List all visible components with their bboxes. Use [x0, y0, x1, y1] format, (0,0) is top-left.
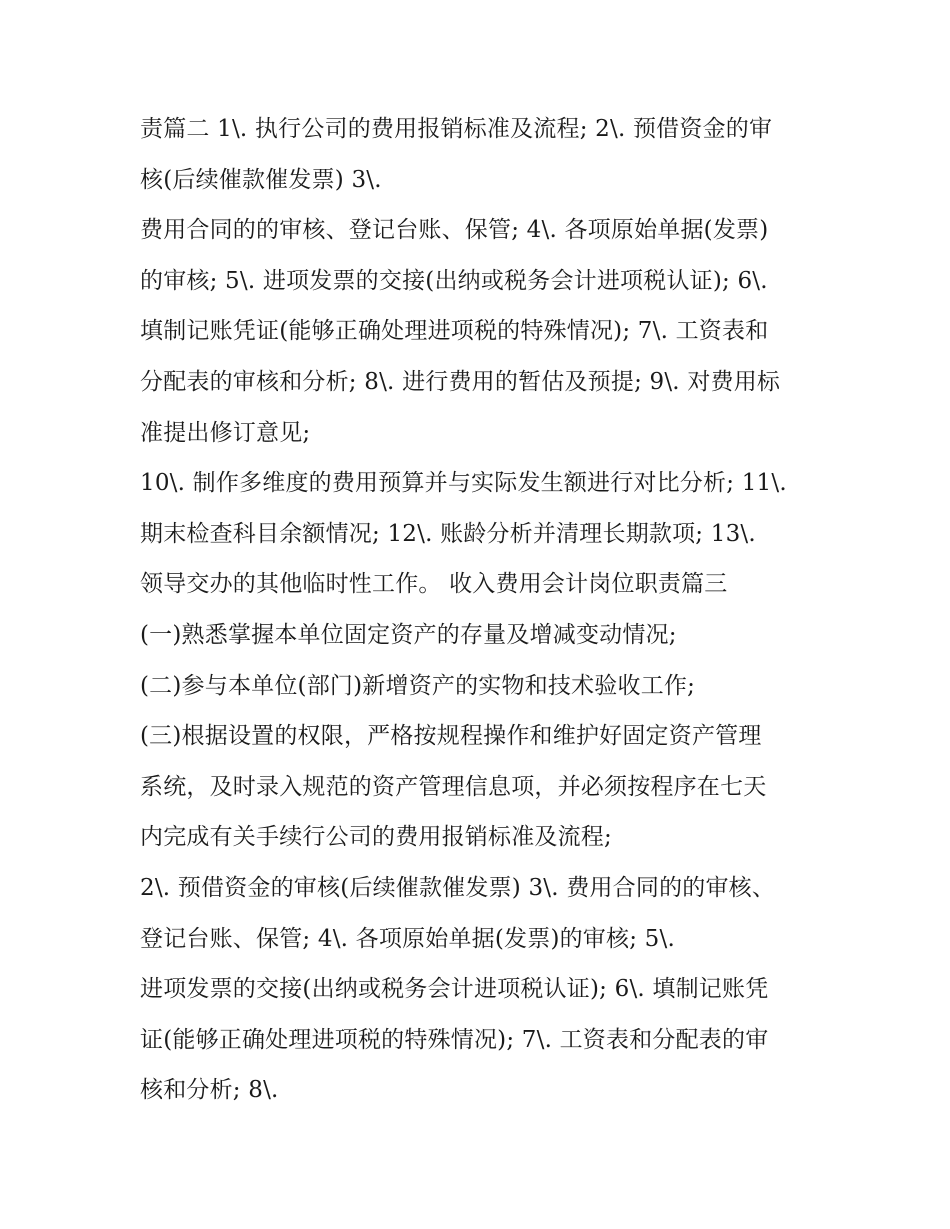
text-line: 准提出修订意见; — [140, 419, 311, 446]
text-line: 领导交办的其他临时性工作。 收入费用会计岗位职责篇三 — [140, 571, 728, 598]
text-line: (三)根据设置的权限，严格按规程操作和维护好固定资产管理 — [140, 723, 762, 750]
document-body — [140, 104, 830, 1116]
text-line: (二)参与本单位(部门)新增资产的实物和技术验收工作; — [140, 672, 696, 699]
text-line: 填制记账凭证(能够正确处理进项税的特殊情况); 7\. 工资表和 — [140, 318, 769, 345]
text-line: 内完成有关手续行公司的费用报销标准及流程; — [140, 824, 612, 851]
text-line: 登记台账、保管; 4\. 各项原始单据(发票)的审核; 5\. — [140, 925, 675, 952]
text-line: 证(能够正确处理进项税的特殊情况); 7\. 工资表和分配表的审 — [140, 1026, 769, 1053]
text-line: 进项发票的交接(出纳或税务会计进项税认证); 6\. 填制记账凭 — [140, 976, 769, 1003]
text-line: 2\. 预借资金的审核(后续催款催发票) 3\. 费用合同的的审核、 — [140, 874, 776, 901]
text-line: 分配表的审核和分析; 8\. 进行费用的暂估及预提; 9\. 对费用标 — [140, 368, 781, 395]
text-line: 核和分析; 8\. — [140, 1077, 279, 1104]
text-line: 费用合同的的审核、登记台账、保管; 4\. 各项原始单据(发票) — [140, 217, 769, 244]
text-line: (一)熟悉掌握本单位固定资产的存量及增减变动情况; — [140, 621, 677, 648]
text-line: 责篇二 1\. 执行公司的费用报销标准及流程; 2\. 预借资金的审 — [140, 116, 773, 142]
text-line: 核(后续催款催发票) 3\. — [140, 166, 382, 193]
text-line: 10\. 制作多维度的费用预算并与实际发生额进行对比分析; 11\. — [140, 470, 787, 497]
text-line: 期末检查科目余额情况; 12\. 账龄分析并清理长期款项; 13\. — [140, 520, 756, 547]
text-line: 的审核; 5\. 进项发票的交接(出纳或税务会计进项税认证); 6\. — [140, 267, 768, 294]
text-line: 系统，及时录入规范的资产管理信息项，并必须按程序在七天 — [140, 773, 767, 800]
